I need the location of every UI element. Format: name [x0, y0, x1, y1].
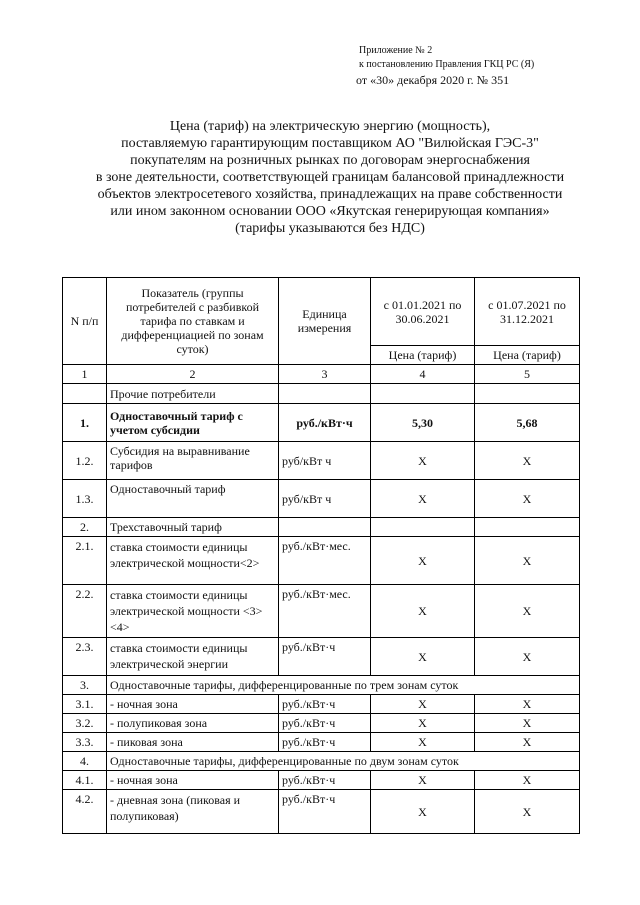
title-line: объектов электросетевого хозяйства, принадлежащих на праве собственности — [97, 187, 563, 202]
title-line: покупателям на розничных рынках по договорам энергоснабжения — [130, 153, 530, 168]
row-num: 2.1. — [63, 537, 107, 585]
annex-line-3: от «30» декабря 2020 г. № 351 — [356, 73, 510, 87]
title-line: или ином законном основании ООО «Якутская генерирующая компания» — [110, 204, 550, 219]
row-unit: руб./кВт·ч — [279, 790, 371, 834]
table-row — [63, 790, 580, 834]
row-name: ставка стоимости единицы электрической энергии — [107, 638, 279, 676]
row-unit: руб./кВт·ч — [279, 695, 371, 714]
row-num: 3. — [63, 676, 107, 695]
row-name: Трехставочный тариф — [107, 518, 279, 537]
table-row — [63, 518, 580, 537]
table-cell — [475, 518, 580, 537]
table-row — [63, 537, 580, 585]
row-name: Одноставочные тарифы, дифференцированные по двум зонам суток — [107, 752, 580, 771]
header-unit: Единица измерения — [279, 278, 371, 365]
row-value-1: X — [371, 638, 475, 676]
row-value-2: X — [475, 585, 580, 638]
row-num: 2.3. — [63, 638, 107, 676]
row-value-2: X — [475, 442, 580, 480]
row-value-1: X — [371, 695, 475, 714]
col-number: 5 — [475, 365, 580, 384]
row-name: - полупиковая зона — [107, 714, 279, 733]
header-price-1: Цена (тариф) — [371, 346, 475, 365]
row-unit: руб/кВт ч — [279, 442, 371, 480]
table-cell — [63, 384, 107, 404]
table-row — [63, 695, 580, 714]
row-name: ставка стоимости единицы электрической мощности <3><4> — [107, 585, 279, 638]
table-cell — [475, 384, 580, 404]
row-num: 4.2. — [63, 790, 107, 834]
row-name: - дневная зона (пиковая и полупиковая) — [107, 790, 279, 834]
table-row — [63, 480, 580, 518]
section-other-consumers: Прочие потребители — [107, 384, 279, 404]
table-cell — [371, 518, 475, 537]
row-unit: руб./кВт·мес. — [279, 537, 371, 585]
row-value-2: X — [475, 480, 580, 518]
row-value-1: 5,30 — [371, 404, 475, 442]
row-value-2: X — [475, 771, 580, 790]
col-number: 4 — [371, 365, 475, 384]
row-value-2: X — [475, 695, 580, 714]
row-name: - ночная зона — [107, 771, 279, 790]
row-num: 4. — [63, 752, 107, 771]
table-row — [63, 676, 580, 695]
row-name: Субсидия на выравнивание тарифов — [107, 442, 279, 480]
row-value-1: X — [371, 733, 475, 752]
header-period-2: с 01.07.2021 по 31.12.2021 — [475, 278, 580, 346]
row-name: Одноставочные тарифы, дифференцированные по трем зонам суток — [107, 676, 580, 695]
row-value-2: X — [475, 638, 580, 676]
row-value-2: X — [475, 714, 580, 733]
table-row — [63, 752, 580, 771]
row-num: 1.2. — [63, 442, 107, 480]
row-num: 2.2. — [63, 585, 107, 638]
table-row — [63, 585, 580, 638]
row-name: - ночная зона — [107, 695, 279, 714]
table-cell — [371, 384, 475, 404]
row-value-1: X — [371, 714, 475, 733]
table-row — [63, 733, 580, 752]
row-name: Одноставочный тариф — [107, 480, 279, 518]
tariff-table — [62, 277, 580, 834]
title-line: Цена (тариф) на электрическую энергию (мощность), — [169, 119, 491, 134]
title-line: в зоне деятельности, соответствующей границам балансовой принадлежности — [95, 170, 565, 185]
row-num: 1.3. — [63, 480, 107, 518]
row-value-2: X — [475, 537, 580, 585]
row-value-1: X — [371, 442, 475, 480]
col-number: 3 — [279, 365, 371, 384]
col-number: 2 — [107, 365, 279, 384]
header-indicator: Показатель (группы потребителей с разбивкой тарифа по ставкам и дифференциацией по зонам суток) — [107, 278, 279, 365]
row-value-1: X — [371, 585, 475, 638]
row-value-2: 5,68 — [475, 404, 580, 442]
row-value-2: X — [475, 790, 580, 834]
header-period-1: с 01.01.2021 по 30.06.2021 — [371, 278, 475, 346]
row-num: 3.1. — [63, 695, 107, 714]
col-number: 1 — [63, 365, 107, 384]
document-title — [40, 118, 620, 237]
row-num: 2. — [63, 518, 107, 537]
table-row — [63, 404, 580, 442]
row-value-1: X — [371, 790, 475, 834]
row-num: 3.2. — [63, 714, 107, 733]
row-unit: руб./кВт·ч — [279, 714, 371, 733]
row-unit: руб./кВт·ч — [279, 638, 371, 676]
row-unit: руб./кВт·ч — [279, 733, 371, 752]
table-row — [63, 638, 580, 676]
header-num: N п/п — [63, 278, 107, 365]
annex-line-2: к постановлению Правления ГКЦ РС (Я) — [359, 59, 535, 70]
row-name: Одноставочный тариф с учетом субсидии — [107, 404, 279, 442]
table-row — [63, 442, 580, 480]
title-line: поставляемую гарантирующим поставщиком АО "Вилюйская ГЭС-3" — [121, 136, 539, 151]
table-cell — [279, 518, 371, 537]
row-num: 4.1. — [63, 771, 107, 790]
row-unit: руб./кВт·ч — [279, 771, 371, 790]
row-value-1: X — [371, 480, 475, 518]
row-value-2: X — [475, 733, 580, 752]
row-name: - пиковая зона — [107, 733, 279, 752]
annex-line-1: Приложение № 2 — [359, 45, 433, 56]
row-value-1: X — [371, 537, 475, 585]
row-unit: руб/кВт ч — [279, 480, 371, 518]
row-value-1: X — [371, 771, 475, 790]
title-line: (тарифы указываются без НДС) — [235, 221, 425, 236]
table-row — [63, 714, 580, 733]
table-cell — [279, 384, 371, 404]
row-unit: руб./кВт·ч — [279, 404, 371, 442]
annex-reference — [356, 44, 535, 87]
row-name: ставка стоимости единицы электрической мощности<2> — [107, 537, 279, 585]
row-num: 1. — [63, 404, 107, 442]
table-row — [63, 771, 580, 790]
row-num: 3.3. — [63, 733, 107, 752]
row-unit: руб./кВт·мес. — [279, 585, 371, 638]
header-price-2: Цена (тариф) — [475, 346, 580, 365]
